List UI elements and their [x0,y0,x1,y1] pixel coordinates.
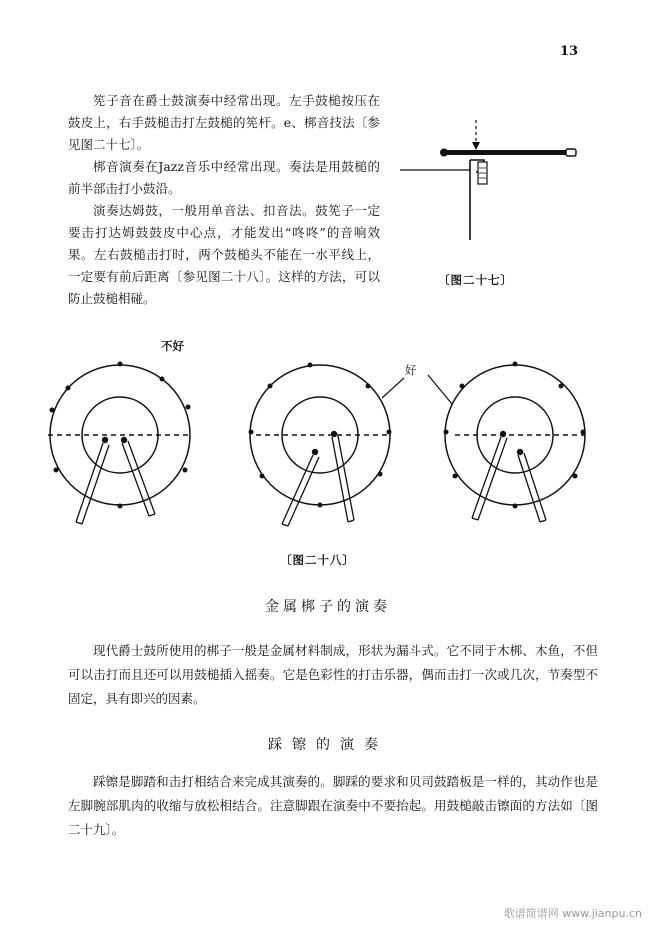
drum-bad-stick-head-right [121,437,127,443]
watermark: 歌谱简谱网 www.jianpu.cn [503,907,642,920]
section-heading-hihat: 踩镲的演奏 [268,737,388,753]
page-number: 13 [560,44,579,59]
drum-good-1-stick-head-left [312,449,318,455]
intro-paragraph-3: 演奏达姆鼓，一般用单音法、扣音法。鼓筅子一定要击打达姆鼓鼓皮中心点，才能发出“咚咚”的音响效果。左右鼓槌击打时，两个鼓槌头不能在一水平线上，一定要有前后距离〔参见图二十八〕。这样的方法，可以防止鼓槌相碰。 [68,203,380,306]
drum-good-2-stick-head-left [500,431,506,437]
label-bad: 不好 [161,339,184,353]
drum-good-2-stick-head-right [517,449,523,455]
label-good: 好 [405,363,417,377]
drum-bad-stick-head-left [102,437,108,443]
figure-27-caption: 〔图二十七〕 [438,273,513,287]
section-body-hihat: 踩镲是脚踏和击打相结合来完成其演奏的。脚踩的要求和贝司鼓踏板是一样的，其动作也是左脚腕部肌肉的收缩与放松相结合。注意脚跟在演奏中不要抬起。用鼓槌敲击镲面的方法如〔图二十九〕。 [68,774,598,837]
label-good-pointer-right [428,375,452,404]
drum-bad [48,362,192,525]
drum-good-1-stick-head-right [331,431,337,437]
section-body-metal-block: 现代爵士鼓所使用的梆子一般是金属材料制成，形状为漏斗式。它不同于木梆、木鱼，不但可以击打而且还可以用鼓槌插入摇奏。它是色彩性的打击乐器，偶而击打一次或几次，节奏型不固定，具有即兴的因素。 [68,643,598,706]
section-heading-metal-block: 金属梆子的演奏 [265,599,391,615]
figure-28-caption: 〔图二十八〕 [280,553,355,567]
intro-paragraph-1: 筅子音在爵士鼓演奏中经常出现。左手鼓槌按压在鼓皮上，右手鼓槌击打左鼓槌的筅杆。e、梆音技法〔参见图二十七〕。 [68,93,380,152]
intro-paragraph-2: 梆音演奏在Jazz音乐中经常出现。奏法是用鼓槌的前半部击打小鼓沿。 [68,159,380,196]
drum-good-2 [444,362,586,523]
label-good-pointer-left [382,378,404,398]
drum-good-1 [249,363,392,527]
